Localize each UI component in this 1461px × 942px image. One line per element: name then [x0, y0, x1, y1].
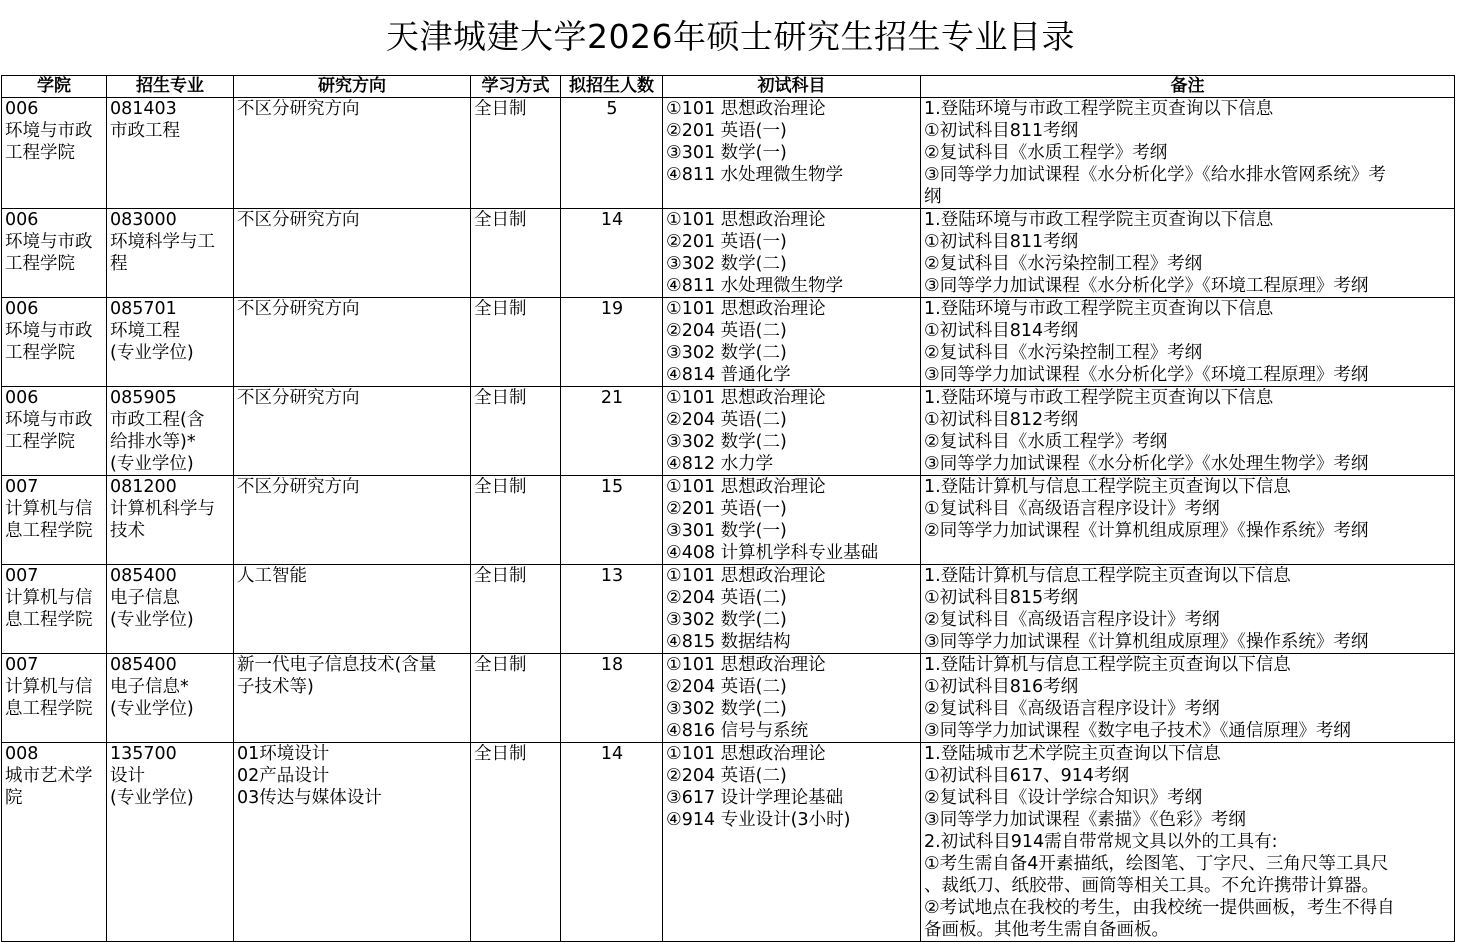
college-cell-line: 工程学院: [5, 343, 75, 363]
major-cell: [107, 209, 234, 298]
subjects-cell-line: ②204 英语(二): [666, 588, 787, 608]
major-cell-line: (专业学位): [110, 699, 194, 719]
header-college: 学院: [2, 76, 107, 98]
subjects-cell-line: ①101 思想政治理论: [666, 388, 826, 408]
major-cell-line: 市政工程(含: [110, 410, 205, 430]
mode-cell: 全日制: [471, 298, 561, 387]
notes-cell-line: ③同等学力加试课程《水分析化学》《环境工程原理》考纲: [924, 276, 1369, 296]
direction-cell-line: 03传达与媒体设计: [237, 788, 382, 808]
subjects-cell-line: ③302 数学(二): [666, 254, 787, 274]
college-cell-line: 007: [5, 655, 39, 675]
notes-cell-line: ③同等学力加试课程《水分析化学》《环境工程原理》考纲: [924, 365, 1369, 385]
table-row: [2, 387, 1455, 476]
major-cell-line: 电子信息*: [110, 677, 189, 697]
notes-cell-line: ②考试地点在我校的考生，由我校统一提供画板，考生不得自: [924, 898, 1395, 918]
college-cell: [2, 476, 107, 565]
subjects-cell: [663, 565, 921, 654]
subjects-cell: [663, 476, 921, 565]
direction-cell-line: 不区分研究方向: [237, 388, 360, 408]
notes-cell-line: 1.登陆环境与市政工程学院主页查询以下信息: [924, 388, 1274, 408]
notes-cell-line: ③同等学力加试课程《素描》《色彩》考纲: [924, 810, 1246, 830]
subjects-cell-line: ②204 英语(二): [666, 410, 787, 430]
major-cell-line: 给排水等)*: [110, 432, 196, 452]
direction-cell-line: 人工智能: [237, 566, 307, 586]
major-cell-line: 081200: [110, 477, 177, 497]
subjects-cell-line: ④914 专业设计(3小时): [666, 810, 851, 830]
subjects-cell-line: ③302 数学(二): [666, 699, 787, 719]
major-cell: [107, 387, 234, 476]
college-cell-line: 006: [5, 210, 39, 230]
direction-cell: [234, 654, 471, 743]
table-row: [2, 298, 1455, 387]
table-row: [2, 209, 1455, 298]
direction-cell-line: 01环境设计: [237, 744, 330, 764]
major-cell-line: 085905: [110, 388, 177, 408]
notes-cell-line: ①初试科目815考纲: [924, 588, 1079, 608]
college-cell-line: 计算机与信: [5, 677, 93, 697]
college-cell-line: 环境与市政: [5, 410, 93, 430]
notes-cell: [921, 743, 1455, 942]
college-cell-line: 计算机与信: [5, 499, 93, 519]
subjects-cell-line: ①101 思想政治理论: [666, 566, 826, 586]
notes-cell-line: 1.登陆城市艺术学院主页查询以下信息: [924, 744, 1221, 764]
notes-cell-line: 1.登陆环境与市政工程学院主页查询以下信息: [924, 99, 1274, 119]
notes-cell-line: 1.登陆环境与市政工程学院主页查询以下信息: [924, 210, 1274, 230]
direction-cell: [234, 476, 471, 565]
subjects-cell: [663, 654, 921, 743]
mode-cell: 全日制: [471, 476, 561, 565]
direction-cell-line: 02产品设计: [237, 766, 330, 786]
major-cell-line: (专业学位): [110, 343, 194, 363]
subjects-cell-line: ②201 英语(一): [666, 232, 787, 252]
notes-cell-line: 备画板。其他考生需自备画板。: [924, 920, 1169, 940]
subjects-cell-line: ④814 普通化学: [666, 365, 791, 385]
major-cell-line: 081403: [110, 99, 177, 119]
major-cell-line: 环境科学与工: [110, 232, 215, 252]
table-row: [2, 98, 1455, 209]
college-cell-line: 006: [5, 99, 39, 119]
notes-cell-line: 1.登陆计算机与信息工程学院主页查询以下信息: [924, 655, 1291, 675]
header-count: 拟招生人数: [561, 76, 663, 98]
direction-cell-line: 新一代电子信息技术(含量: [237, 655, 437, 675]
page-title: 天津城建大学2026年硕士研究生招生专业目录: [386, 17, 1075, 56]
notes-cell: [921, 476, 1455, 565]
notes-cell: [921, 565, 1455, 654]
subjects-cell: [663, 98, 921, 209]
major-cell: [107, 654, 234, 743]
direction-cell-line: 不区分研究方向: [237, 477, 360, 497]
subjects-cell-line: ③617 设计学理论基础: [666, 788, 844, 808]
notes-cell-line: ③同等学力加试课程《水分析化学》《水处理生物学》考纲: [924, 454, 1369, 474]
college-cell-line: 008: [5, 744, 39, 764]
notes-cell-line: ①初试科目812考纲: [924, 410, 1079, 430]
mode-cell: 全日制: [471, 98, 561, 209]
major-cell: [107, 743, 234, 942]
college-cell-line: 工程学院: [5, 254, 75, 274]
college-cell-line: 007: [5, 566, 39, 586]
college-cell-line: 息工程学院: [5, 610, 93, 630]
subjects-cell-line: ③302 数学(二): [666, 343, 787, 363]
college-cell-line: 院: [5, 788, 23, 808]
college-cell: [2, 743, 107, 942]
college-cell: [2, 98, 107, 209]
college-cell: [2, 209, 107, 298]
direction-cell-line: 不区分研究方向: [237, 299, 360, 319]
notes-cell-line: 纲: [924, 187, 942, 207]
notes-cell-line: 2.初试科目914需自带常规文具以外的工具有:: [924, 832, 1278, 852]
major-cell-line: 设计: [110, 766, 145, 786]
notes-cell-line: ②复试科目《水污染控制工程》考纲: [924, 343, 1203, 363]
mode-cell: 全日制: [471, 387, 561, 476]
subjects-cell-line: ①101 思想政治理论: [666, 210, 826, 230]
notes-cell-line: ①初试科目617、914考纲: [924, 766, 1129, 786]
admissions-catalog-table: [1, 75, 1455, 942]
count-cell: 14: [561, 209, 663, 298]
college-cell-line: 工程学院: [5, 143, 75, 163]
subjects-cell: [663, 743, 921, 942]
direction-cell-line: 不区分研究方向: [237, 210, 360, 230]
notes-cell-line: ①初试科目811考纲: [924, 121, 1079, 141]
direction-cell: [234, 743, 471, 942]
notes-cell-line: ②复试科目《水质工程学》考纲: [924, 432, 1168, 452]
notes-cell-line: ②同等学力加试课程《计算机组成原理》《操作系统》考纲: [924, 521, 1369, 541]
subjects-cell-line: ②204 英语(二): [666, 677, 787, 697]
major-cell-line: (专业学位): [110, 788, 194, 808]
subjects-cell-line: ③301 数学(一): [666, 143, 787, 163]
subjects-cell-line: ①101 思想政治理论: [666, 477, 826, 497]
notes-cell-line: ①考生需自备4开素描纸，绘图笔、丁字尺、三角尺等工具尺: [924, 854, 1389, 874]
count-cell: 19: [561, 298, 663, 387]
major-cell-line: 085400: [110, 655, 177, 675]
college-cell-line: 环境与市政: [5, 121, 93, 141]
notes-cell: [921, 98, 1455, 209]
notes-cell: [921, 654, 1455, 743]
subjects-cell-line: ④816 信号与系统: [666, 721, 809, 741]
subjects-cell: [663, 298, 921, 387]
major-cell-line: 程: [110, 254, 128, 274]
subjects-cell: [663, 209, 921, 298]
subjects-cell-line: ③301 数学(一): [666, 521, 787, 541]
major-cell-line: 环境工程: [110, 321, 180, 341]
major-cell-line: 市政工程: [110, 121, 180, 141]
college-cell-line: 007: [5, 477, 39, 497]
notes-cell-line: ②复试科目《高级语言程序设计》考纲: [924, 610, 1220, 630]
notes-cell: [921, 209, 1455, 298]
major-cell-line: 135700: [110, 744, 177, 764]
notes-cell-line: ③同等学力加试课程《水分析化学》《给水排水管网系统》考: [924, 165, 1386, 185]
major-cell-line: 计算机科学与: [110, 499, 215, 519]
notes-cell-line: 1.登陆环境与市政工程学院主页查询以下信息: [924, 299, 1274, 319]
college-cell: [2, 298, 107, 387]
subjects-cell-line: ①101 思想政治理论: [666, 655, 826, 675]
college-cell-line: 息工程学院: [5, 521, 93, 541]
direction-cell: [234, 98, 471, 209]
count-cell: 21: [561, 387, 663, 476]
college-cell-line: 环境与市政: [5, 232, 93, 252]
college-cell-line: 006: [5, 388, 39, 408]
subjects-cell-line: ④408 计算机学科专业基础: [666, 543, 879, 563]
direction-cell-line: 子技术等): [237, 677, 314, 697]
major-cell: [107, 298, 234, 387]
subjects-cell-line: ③302 数学(二): [666, 432, 787, 452]
mode-cell: 全日制: [471, 654, 561, 743]
table-row: [2, 743, 1455, 942]
direction-cell: [234, 565, 471, 654]
major-cell-line: 085400: [110, 566, 177, 586]
college-cell: [2, 654, 107, 743]
major-cell-line: 083000: [110, 210, 177, 230]
mode-cell: 全日制: [471, 209, 561, 298]
header-mode: 学习方式: [471, 76, 561, 98]
count-cell: 18: [561, 654, 663, 743]
mode-cell: 全日制: [471, 743, 561, 942]
major-cell: [107, 476, 234, 565]
subjects-cell-line: ①101 思想政治理论: [666, 99, 826, 119]
college-cell-line: 006: [5, 299, 39, 319]
subjects-cell-line: ②201 英语(一): [666, 121, 787, 141]
major-cell-line: (专业学位): [110, 454, 194, 474]
college-cell-line: 城市艺术学: [5, 766, 93, 786]
subjects-cell-line: ④815 数据结构: [666, 632, 791, 652]
subjects-cell-line: ②201 英语(一): [666, 499, 787, 519]
major-cell-line: (专业学位): [110, 610, 194, 630]
header-major: 招生专业: [107, 76, 234, 98]
subjects-cell-line: ④811 水处理微生物学: [666, 165, 844, 185]
notes-cell-line: ③同等学力加试课程《数字电子技术》《通信原理》考纲: [924, 721, 1351, 741]
direction-cell: [234, 298, 471, 387]
notes-cell-line: 1.登陆计算机与信息工程学院主页查询以下信息: [924, 566, 1291, 586]
subjects-cell-line: ②204 英语(二): [666, 321, 787, 341]
mode-cell: 全日制: [471, 565, 561, 654]
notes-cell: [921, 298, 1455, 387]
direction-cell: [234, 387, 471, 476]
notes-cell-line: ②复试科目《水污染控制工程》考纲: [924, 254, 1203, 274]
direction-cell: [234, 209, 471, 298]
table-header-row: [2, 76, 1455, 98]
header-subjects: 初试科目: [663, 76, 921, 98]
count-cell: 5: [561, 98, 663, 209]
notes-cell-line: 1.登陆计算机与信息工程学院主页查询以下信息: [924, 477, 1291, 497]
college-cell-line: 息工程学院: [5, 699, 93, 719]
header-notes: 备注: [921, 76, 1455, 98]
major-cell-line: 085701: [110, 299, 177, 319]
header-direction: 研究方向: [234, 76, 471, 98]
count-cell: 13: [561, 565, 663, 654]
subjects-cell-line: ①101 思想政治理论: [666, 744, 826, 764]
major-cell-line: 技术: [110, 521, 145, 541]
notes-cell-line: ③同等学力加试课程《计算机组成原理》《操作系统》考纲: [924, 632, 1369, 652]
college-cell-line: 环境与市政: [5, 321, 93, 341]
notes-cell-line: 、裁纸刀、纸胶带、画筒等相关工具。不允许携带计算器。: [924, 876, 1379, 896]
notes-cell-line: ②复试科目《设计学综合知识》考纲: [924, 788, 1203, 808]
college-cell-line: 计算机与信: [5, 588, 93, 608]
major-cell: [107, 565, 234, 654]
notes-cell-line: ①初试科目814考纲: [924, 321, 1079, 341]
subjects-cell: [663, 387, 921, 476]
table-row: [2, 476, 1455, 565]
college-cell: [2, 565, 107, 654]
subjects-cell-line: ③302 数学(二): [666, 610, 787, 630]
college-cell: [2, 387, 107, 476]
count-cell: 14: [561, 743, 663, 942]
subjects-cell-line: ①101 思想政治理论: [666, 299, 826, 319]
count-cell: 15: [561, 476, 663, 565]
notes-cell: [921, 387, 1455, 476]
major-cell: [107, 98, 234, 209]
college-cell-line: 工程学院: [5, 432, 75, 452]
major-cell-line: 电子信息: [110, 588, 180, 608]
subjects-cell-line: ②204 英语(二): [666, 766, 787, 786]
subjects-cell-line: ④812 水力学: [666, 454, 774, 474]
direction-cell-line: 不区分研究方向: [237, 99, 360, 119]
table-row: [2, 654, 1455, 743]
notes-cell-line: ①复试科目《高级语言程序设计》考纲: [924, 499, 1220, 519]
notes-cell-line: ①初试科目811考纲: [924, 232, 1079, 252]
notes-cell-line: ②复试科目《水质工程学》考纲: [924, 143, 1168, 163]
notes-cell-line: ①初试科目816考纲: [924, 677, 1079, 697]
notes-cell-line: ②复试科目《高级语言程序设计》考纲: [924, 699, 1220, 719]
subjects-cell-line: ④811 水处理微生物学: [666, 276, 844, 296]
table-row: [2, 565, 1455, 654]
